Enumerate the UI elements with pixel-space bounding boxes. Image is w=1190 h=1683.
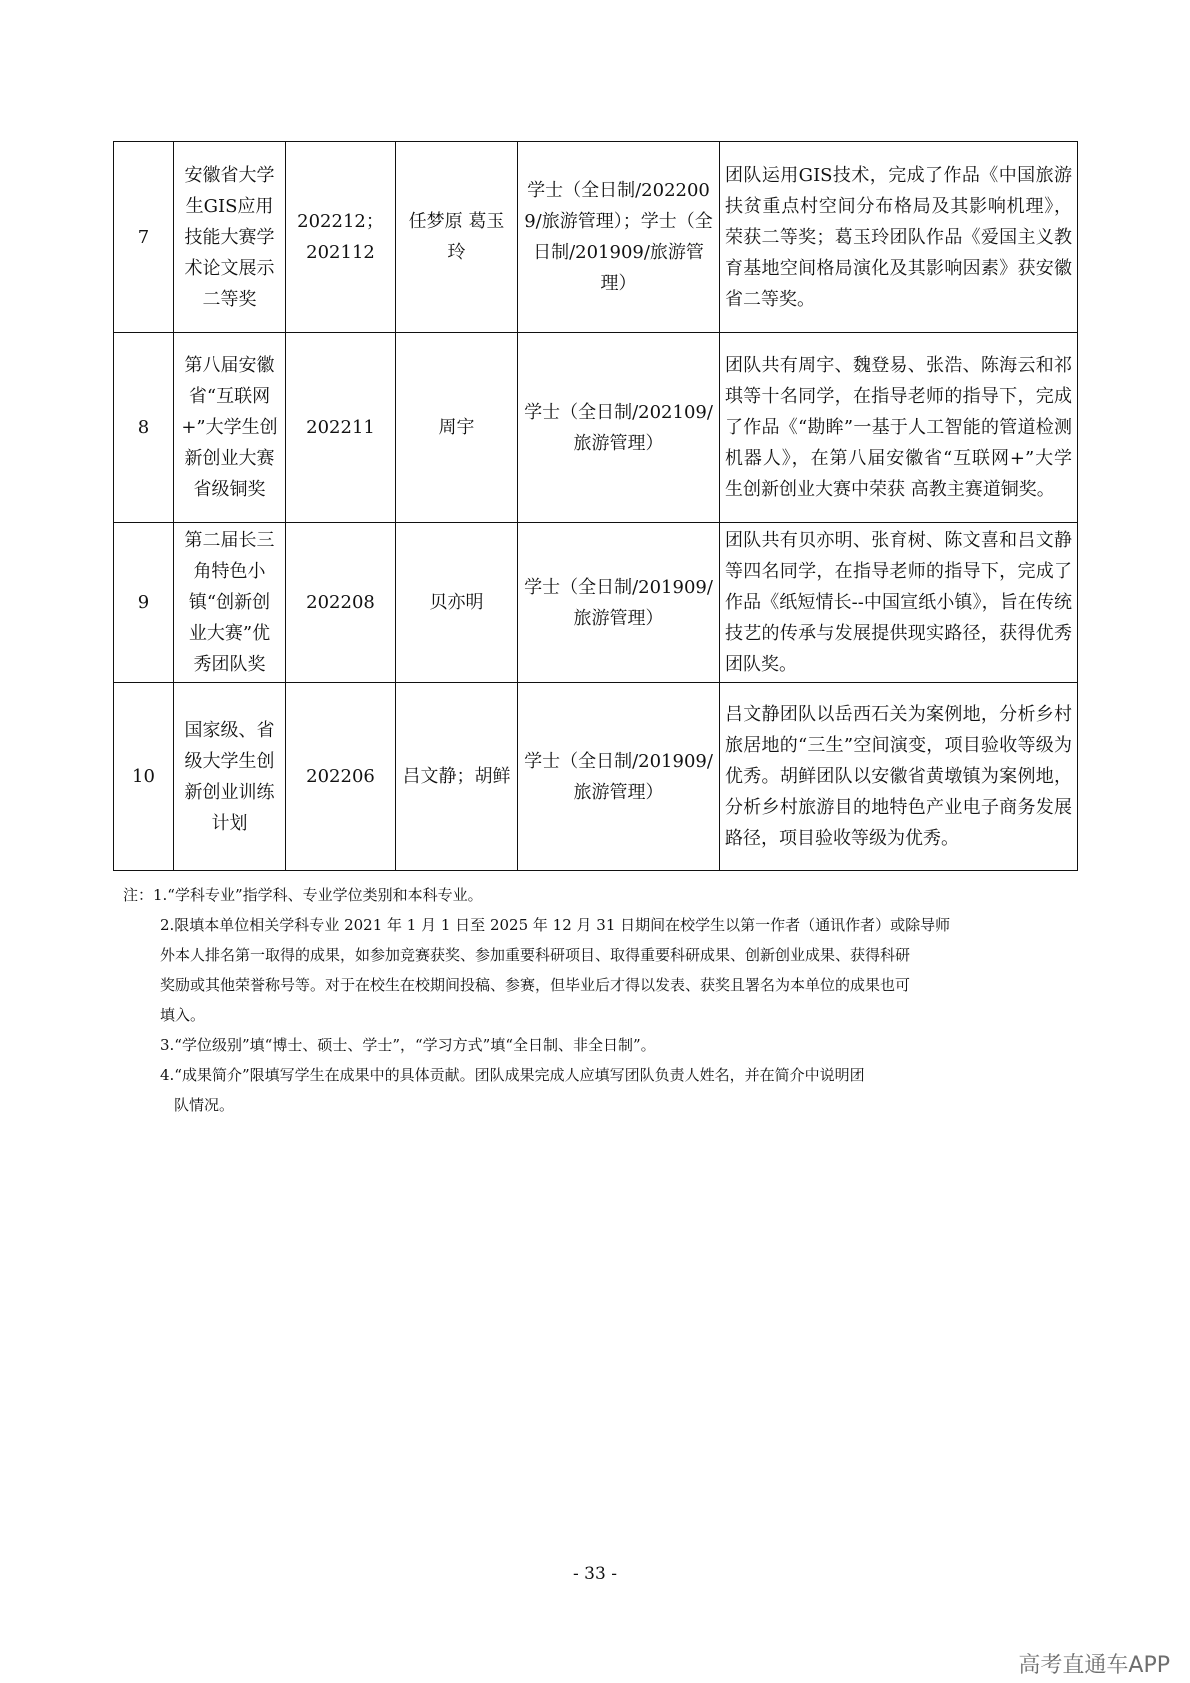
note-3: 3.“学位级别”填“博士、硕士、学士”，“学习方式”填“全日制、非全日制”。 bbox=[160, 1036, 656, 1054]
table-row bbox=[114, 142, 1078, 333]
note-2-line-3: 奖励或其他荣誉称号等。对于在校生在校期间投稿、参赛，但毕业后才得以发表、获奖且署名为本单位的成果也可 bbox=[160, 976, 911, 994]
achievement-intro: 吕文静团队以岳西石关为案例地，分析乡村旅居地的“三生”空间演变，项目验收等级为优秀。胡鲜团队以安徽省黄墩镇为案例地，分析乡村旅游目的地特色产业电子商务发展路径，项目验收等级为优秀。 bbox=[720, 683, 1078, 871]
achievement-intro: 团队运用GIS技术，完成了作品《中国旅游扶贫重点村空间分布格局及其影响机理》，荣获二等奖；葛玉玲团队作品《爱国主义教育基地空间格局演化及其影响因素》获安徽省二等奖。 bbox=[720, 142, 1078, 333]
student-name: 贝亦明 bbox=[396, 523, 518, 683]
achievement-date: 202206 bbox=[286, 683, 396, 871]
degree-info: 学士（全日制/2022009/旅游管理）；学士（全日制/201909/旅游管理） bbox=[518, 142, 720, 333]
notes-section bbox=[123, 880, 1083, 1120]
achievement-name: 安徽省大学生GIS应用技能大赛学术论文展示二等奖 bbox=[174, 142, 286, 333]
watermark: 高考直通车APP bbox=[1018, 1653, 1170, 1678]
page-number: - 33 - bbox=[573, 1564, 617, 1584]
note-4-line-1: 4.“成果简介”限填写学生在成果中的具体贡献。团队成果完成人应填写团队负责人姓名，并在简介中说明团 bbox=[160, 1066, 865, 1084]
note-2-line-4: 填入。 bbox=[160, 1006, 206, 1024]
achievement-intro: 团队共有周宇、魏登易、张浩、陈海云和祁琪等十名同学，在指导老师的指导下，完成了作品《“勘眸”一基于人工智能的管道检测机器人》，在第八届安徽省“互联网+”大学生创新创业大赛中荣获 高教主赛道铜奖。 bbox=[720, 333, 1078, 523]
degree-info: 学士（全日制/202109/旅游管理） bbox=[518, 333, 720, 523]
row-number: 10 bbox=[114, 683, 174, 871]
table-row bbox=[114, 683, 1078, 871]
achievement-name: 国家级、省级大学生创新创业训练计划 bbox=[174, 683, 286, 871]
table-row bbox=[114, 523, 1078, 683]
achievement-date: 202208 bbox=[286, 523, 396, 683]
achievement-intro: 团队共有贝亦明、张育树、陈文喜和吕文静等四名同学，在指导老师的指导下，完成了作品《纸短情长--中国宣纸小镇》，旨在传统技艺的传承与发展提供现实路径，获得优秀团队奖。 bbox=[720, 523, 1078, 683]
row-number: 7 bbox=[114, 142, 174, 333]
achievement-date: 202212；202112 bbox=[286, 142, 396, 333]
note-4-line-2: 队情况。 bbox=[174, 1096, 235, 1114]
achievement-name: 第二届长三角特色小镇“创新创业大赛”优秀团队奖 bbox=[174, 523, 286, 683]
table-row bbox=[114, 333, 1078, 523]
note-1: 注：1.“学科专业”指学科、专业学位类别和本科专业。 bbox=[123, 886, 483, 904]
student-name: 吕文静；胡鲜 bbox=[396, 683, 518, 871]
student-name: 任梦原 葛玉玲 bbox=[396, 142, 518, 333]
results-table bbox=[113, 141, 1078, 871]
row-number: 9 bbox=[114, 523, 174, 683]
degree-info: 学士（全日制/201909/旅游管理） bbox=[518, 683, 720, 871]
degree-info: 学士（全日制/201909/旅游管理） bbox=[518, 523, 720, 683]
note-2-line-1: 2.限填本单位相关学科专业 2021 年 1 月 1 日至 2025 年 12 月 31 日期间在校学生以第一作者（通讯作者）或除导师 bbox=[160, 916, 951, 934]
note-2-line-2: 外本人排名第一取得的成果，如参加竞赛获奖、参加重要科研项目、取得重要科研成果、创新创业成果、获得科研 bbox=[160, 946, 911, 964]
student-name: 周宇 bbox=[396, 333, 518, 523]
achievement-date: 202211 bbox=[286, 333, 396, 523]
achievement-name: 第八届安徽省“互联网+”大学生创新创业大赛省级铜奖 bbox=[174, 333, 286, 523]
row-number: 8 bbox=[114, 333, 174, 523]
